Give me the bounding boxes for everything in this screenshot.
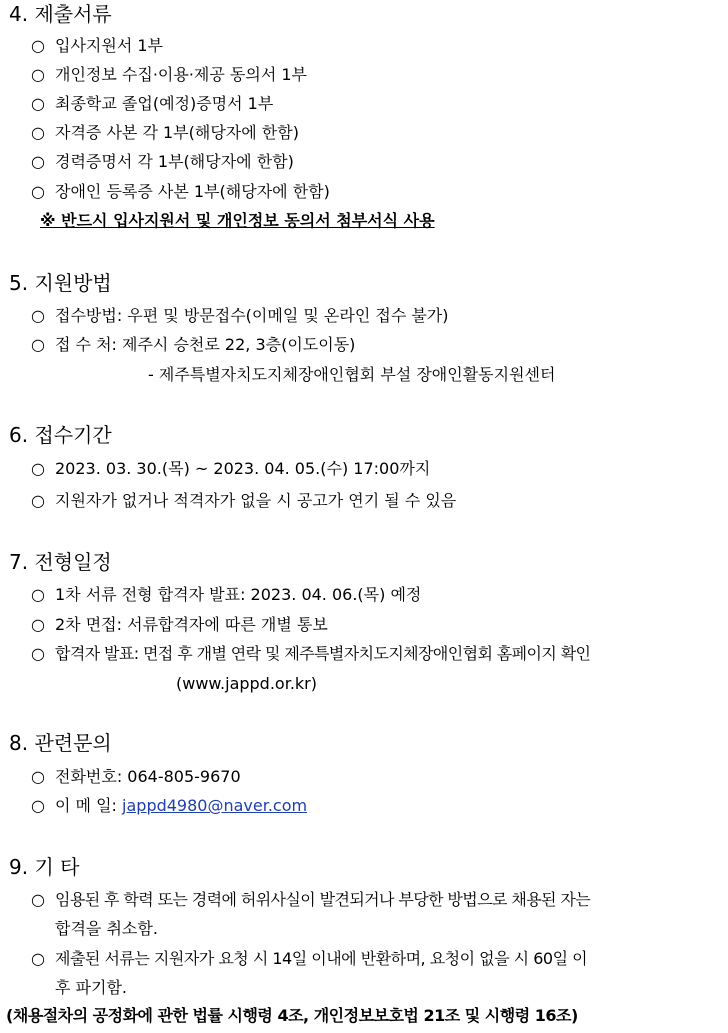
bullet: ○ xyxy=(31,615,45,634)
list-item: ○ 장애인 등록증 사본 1부(해당자에 한함) xyxy=(31,182,330,201)
section-9-heading: 9. 기 타 xyxy=(9,855,80,879)
bullet: ○ xyxy=(31,459,45,478)
section-8-heading: 8. 관련문의 xyxy=(9,731,112,755)
list-item: ○ 입사지원서 1부 xyxy=(31,36,164,55)
legal-footer: (채용절차의 공정화에 관한 법률 시행령 4조, 개인정보보호법 21조 및 시행령 16조) xyxy=(6,1006,578,1025)
bullet: ○ xyxy=(31,152,45,171)
list-item: ○ 임용된 후 학력 또는 경력에 허위사실이 발견되거나 부당한 방법으로 채용된 자는 xyxy=(31,890,591,909)
section-6-heading: 6. 접수기간 xyxy=(9,423,112,447)
bullet: ○ xyxy=(31,491,45,510)
bullet: ○ xyxy=(31,644,45,663)
continuation-text: - 제주특별자치도지체장애인협회 부설 장애인활동지원센터 xyxy=(148,365,556,384)
bullet: ○ xyxy=(31,949,45,968)
list-item: ○ 합격자 발표: 면접 후 개별 연락 및 제주특별자치도지체장애인협회 홈페이지 확인 xyxy=(31,644,591,663)
bullet: ○ xyxy=(31,585,45,604)
email-link[interactable]: jappd4980@naver.com xyxy=(122,796,308,815)
bullet: ○ xyxy=(31,335,45,354)
list-item: ○ 최종학교 졸업(예정)증명서 1부 xyxy=(31,94,274,113)
email-label: 이 메 일: xyxy=(55,796,123,815)
bullet: ○ xyxy=(31,767,45,786)
bullet: ○ xyxy=(31,94,45,113)
list-item xyxy=(31,795,307,817)
bullet: ○ xyxy=(31,796,45,815)
list-item: ○ 접 수 처: 제주시 승천로 22, 3층(이도이동) xyxy=(31,335,356,354)
attachment-note: ※ 반드시 입사지원서 및 개인정보 동의서 첨부서식 사용 xyxy=(40,211,435,230)
bullet: ○ xyxy=(31,123,45,142)
bullet: ○ xyxy=(31,182,45,201)
list-item: ○ 자격증 사본 각 1부(해당자에 한함) xyxy=(31,123,299,142)
section-5-heading: 5. 지원방법 xyxy=(9,271,112,295)
section-7-heading: 7. 전형일정 xyxy=(9,550,112,574)
bullet: ○ xyxy=(31,36,45,55)
list-item: ○ 제출된 서류는 지원자가 요청 시 14일 이내에 반환하며, 요청이 없을 시 60일 이 xyxy=(31,949,588,968)
homepage-url: (www.jappd.or.kr) xyxy=(176,674,317,693)
list-item: ○ 1차 서류 전형 합격자 발표: 2023. 04. 06.(목) 예정 xyxy=(31,585,422,604)
phone-text: 전화번호: 064-805-9670 xyxy=(55,767,241,786)
bullet: ○ xyxy=(31,306,45,325)
bullet: ○ xyxy=(31,65,45,84)
continuation-text: 합격을 취소함. xyxy=(55,919,158,938)
list-item: ○ 지원자가 없거나 적격자가 없을 시 공고가 연기 될 수 있음 xyxy=(31,491,457,510)
list-item xyxy=(31,766,241,788)
continuation-text: 후 파기함. xyxy=(55,978,127,997)
list-item: ○ 2023. 03. 30.(목) ~ 2023. 04. 05.(수) 17:00까지 xyxy=(31,459,431,478)
list-item: ○ 경력증명서 각 1부(해당자에 한함) xyxy=(31,152,294,171)
list-item: ○ 개인정보 수집·이용·제공 동의서 1부 xyxy=(31,65,307,84)
list-item: ○ 2차 면접: 서류합격자에 따른 개별 통보 xyxy=(31,615,328,634)
bullet: ○ xyxy=(31,890,45,909)
list-item: ○ 접수방법: 우편 및 방문접수(이메일 및 온라인 접수 불가) xyxy=(31,306,449,325)
section-4-heading: 4. 제출서류 xyxy=(9,2,112,26)
